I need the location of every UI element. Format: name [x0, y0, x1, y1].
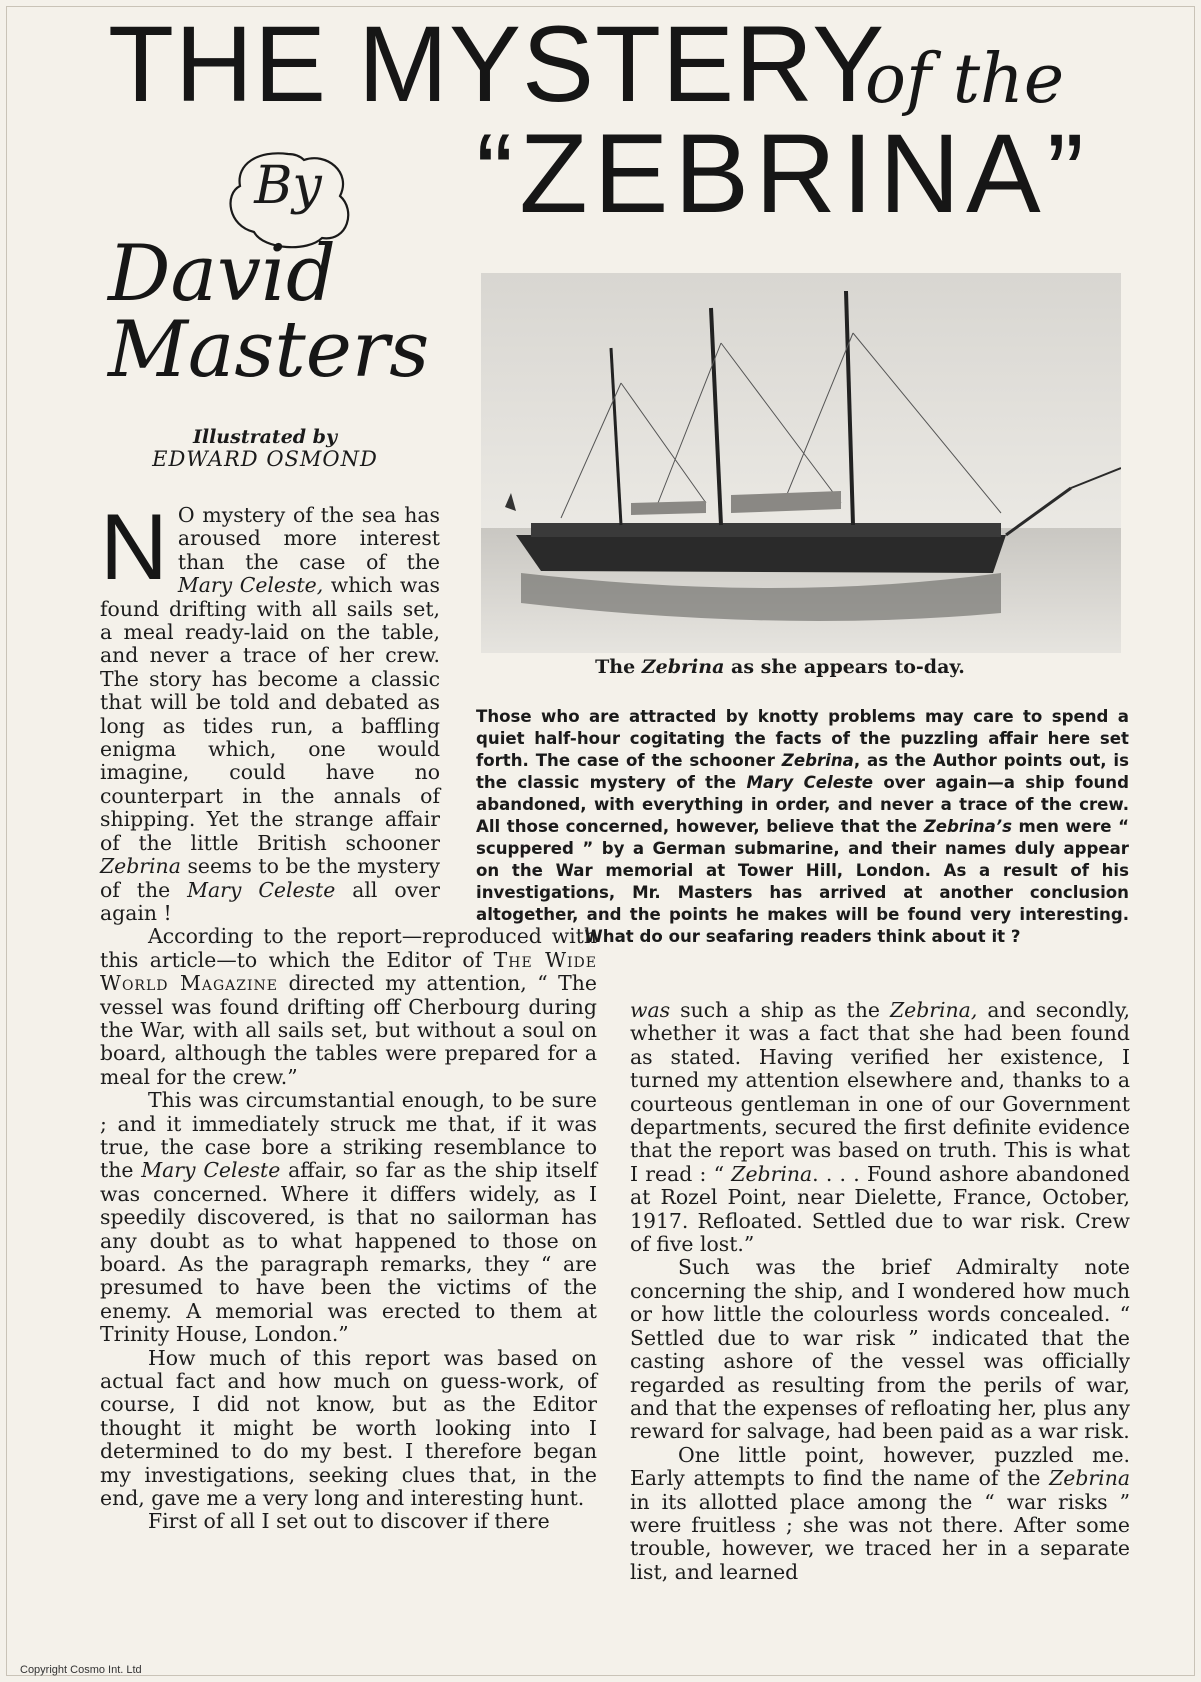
- text-run: which was found drifting with all sails set, a meal ready-laid on the table, and never a trace of her crew. The story has become a classic that will be told and debated as long as tides run, a baffling enigma which, one would imagine, could have no counterpart in the annals of shipping. Yet the strange affair of the little British schooner: [100, 573, 441, 855]
- paragraph: [100, 1089, 597, 1346]
- text-run: all over again !: [100, 877, 440, 925]
- text-run: affair, so far as the ship itself was concerned. Where it differs widely, as I speedily discovered, is that no sailorman has any doubt as to what happened to those on board. As the paragraph remarks, they “ are presumed to have been the victims of the enemy. A memorial was erected to them at Trinity House, London.”: [100, 1158, 597, 1347]
- paragraph: [100, 494, 441, 925]
- text-run: This was circumstantial enough, to be sure ; and it immediately struck me that, if it was true, the case bore a striking resemblance to the: [100, 1088, 597, 1183]
- caption-ship: Zebrina: [641, 656, 725, 678]
- text-run: . . . . Found ashore abandoned at Rozel Point, near Dielette, France, October, 1917. Refloated. Settled due to war risk. Crew of five lost.”: [630, 1161, 1130, 1257]
- paragraph: [630, 999, 1130, 1256]
- intro-part: over again—a ship found abandoned, with everything in order, and never a trace of the crew. All those concerned, however, believe that the: [476, 773, 1129, 836]
- text-run: in its allotted place among the “ war risks ” were fruitless ; she was not there. After some trouble, however, we traced her in a separate list, and learned: [630, 1489, 1130, 1584]
- intro-part: Those who are attracted by knotty problems may care to spend a quiet half-hour cogitating the facts of the puzzling affair here set forth. The case of the schooner: [476, 707, 1129, 770]
- illustrated-by-label: Illustrated by: [192, 426, 338, 448]
- text-run: seems to be the mystery of the: [100, 854, 440, 902]
- intro-part: men were “ scuppered ” by a German submarine, and their names duly appear on the War memorial at Tower Hill, London. As a result of his investigations, Mr. Masters has arrived at another conclusion altogether, and the points he makes will be found very interesting. What do our seafaring readers think about it ?: [476, 817, 1129, 946]
- title-connector: of the: [865, 40, 1065, 119]
- intro-ship: Zebrina’s: [923, 817, 1012, 836]
- text-run: According to the report—reproduced with this article—to which the Editor of: [100, 924, 597, 972]
- paragraph: [100, 925, 597, 1089]
- text-run: Mary Celeste,: [177, 573, 324, 598]
- text-run: Zebrina,: [889, 998, 978, 1022]
- photo-caption: [560, 656, 1000, 679]
- text-run: was: [630, 998, 671, 1022]
- paragraph: [630, 1444, 1130, 1584]
- drop-cap: N: [100, 494, 168, 599]
- article-column-left: [100, 494, 597, 1534]
- text-run: and secondly, whether it was a fact that she had been found as stated. Having verified her existence, I turned my attention elsewhere and, thanks to a courteous gentleman in one of our Government departments, secured the first definite evidence that the report was based on truth. This is what I read : “: [630, 998, 1130, 1186]
- intro-mary: Mary Celeste: [746, 773, 874, 792]
- by-label: By: [254, 156, 322, 216]
- text-run: such a ship as the: [670, 998, 890, 1022]
- article-column-right: [630, 999, 1130, 1584]
- intro-part: , as the Author points out, is the classic mystery of the: [476, 751, 1129, 792]
- copyright-notice: Copyright Cosmo Int. Ltd: [20, 1664, 142, 1676]
- illustrator-name: EDWARD OSMOND: [152, 447, 378, 471]
- text-run: Mary Celeste: [187, 877, 336, 902]
- magazine-name: The Wide World Magazine: [100, 947, 597, 996]
- paragraph: How much of this report was based on actual fact and how much on guess-work, of course, I did not know, but as the Editor thought it might be worth looking into I determined to do my best. I therefore began my investigations, seeking clues that, in the end, gave me a very long and interesting hunt.: [100, 1345, 597, 1511]
- text-run: directed my attention, “ The vessel was found drifting off Cherbourg during the War, with all sails set, but without a soul on board, although the tables were prepared for a meal for the crew.”: [100, 971, 597, 1089]
- caption-post: as she appears to-day.: [724, 656, 965, 678]
- paragraph: First of all I set out to discover if there: [148, 1509, 550, 1534]
- text-run: Zebrina: [1049, 1466, 1130, 1491]
- title-ship-name: “ZEBRINA”: [476, 111, 1090, 236]
- text-run: One little point, however, puzzled me. Early attempts to find the name of the: [630, 1442, 1130, 1491]
- text-run: O mystery of the sea has aroused more interest than the case of the: [177, 503, 440, 574]
- intro-ship: Zebrina: [781, 751, 854, 770]
- text-run: Mary Celeste: [141, 1158, 281, 1183]
- text-run: Zebrina: [731, 1161, 813, 1186]
- author-name: David Masters: [108, 229, 430, 396]
- title-main: THE MYSTERY: [108, 3, 886, 124]
- caption-pre: The: [595, 656, 642, 678]
- text-run: Zebrina: [100, 854, 181, 879]
- paragraph: Such was the brief Admiralty note concerning the ship, and I wondered how much or how little the colourless words concealed. “ Settled due to war risk ” indicated that the casting ashore of the vessel was officially regarded as resulting from the perils of war, and that the expenses of refloating her, plus any reward for salvage, had been paid as a war risk.: [630, 1255, 1130, 1444]
